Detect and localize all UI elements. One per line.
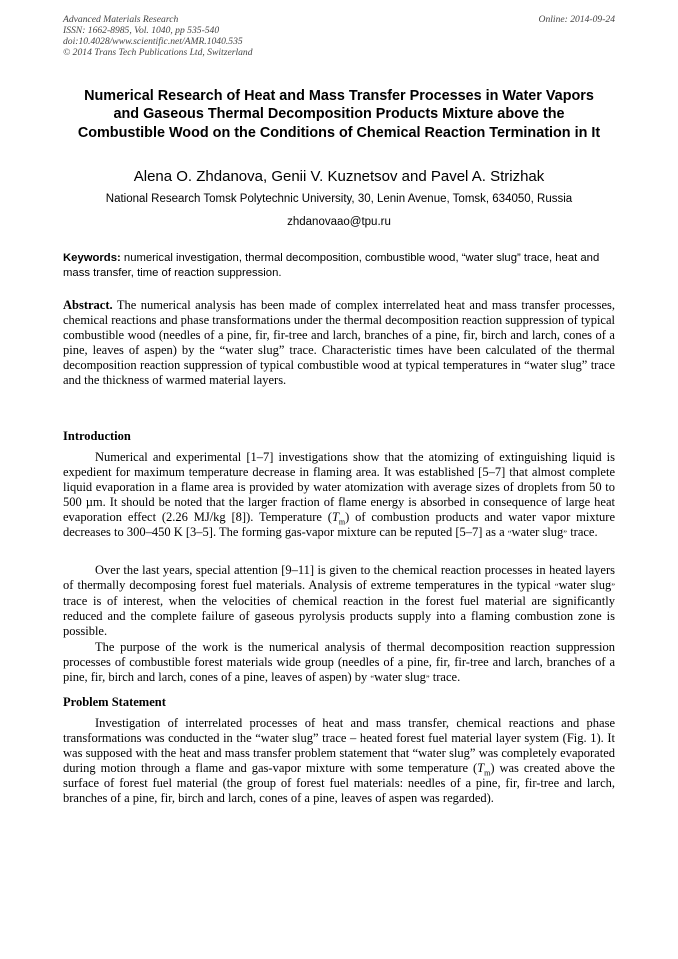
problem-paragraph-1 bbox=[63, 716, 615, 805]
problem-p1-text-b: ) was created above the surface of forest fuel material (the group of forest fuel materials: needles of a pine, fir, fir-tree and larch, branches of a pine, fir, birch and larch, cones of a pine, leaves of aspen was regarded). bbox=[63, 760, 615, 805]
intro-p2-text-a: Over the last years, special attention [9–11] is given to the chemical reaction processes in heated layers of thermally decomposing forest fuel materials. Analysis of extreme temperatures in the typical bbox=[63, 563, 615, 592]
intro-p1-water-slug: water slug bbox=[511, 524, 564, 539]
problem-p1-temp-symbol: T bbox=[477, 760, 485, 775]
intro-p2-text-b: trace is of interest, when the velocities of chemical reaction in the forest fuel material are significantly reduced and the complete failure of gaseous pyrolysis products supply into a flaming combustion zone is possible. bbox=[63, 593, 615, 638]
problem-p1-temp-subscript: m bbox=[484, 768, 491, 778]
author-email[interactable]: zhdanovaao@tpu.ru bbox=[287, 216, 391, 228]
intro-p1-text-c: trace. bbox=[567, 524, 598, 539]
intro-p3-text-a: The purpose of the work is the numerical analysis of thermal decomposition reaction suppression processes of combustible forest materials wide group (needles of a pine, fir, fir-tree and larch, branches of a pine, fir, birch and larch, cones of a pine, leaves of aspen) by bbox=[63, 640, 615, 684]
intro-p1-quote-close: ” bbox=[563, 527, 568, 538]
abstract-text: The numerical analysis has been made of complex interrelated heat and mass transfer processes, chemical reactions and phase transformations under the thermal decomposition reaction suppression of typical combustible wood (needles of a pine, fir, fir-tree and larch, branches of a pine, fir, birch and larch, cones of a pine, leaves of aspen) by the “water slug” trace. Characteristic times have been calculated of the thermal decomposition reaction suppression of typical combustible wood at typical temperatures in “water slug” trace and the thickness of warmed material layers. bbox=[63, 298, 615, 387]
intro-paragraph-1 bbox=[63, 450, 615, 540]
problem-p1-text-a: Investigation of interrelated processes of heat and mass transfer, chemical reactions and phase transformations was conducted in the “water slug” trace – heated forest fuel material layer system (Fig. 1). It was supposed with the heat and mass transfer problem statement that “water slug” was completely evaporated during motion through a flame and gas-vapor mixture with some temperature ( bbox=[63, 716, 615, 775]
journal-meta bbox=[63, 14, 253, 58]
intro-p3-water-slug: water slug bbox=[374, 669, 426, 684]
intro-p1-quote-open: “ bbox=[507, 527, 512, 538]
intro-p1-temp-subscript: m bbox=[338, 517, 346, 527]
intro-paragraph-3 bbox=[63, 640, 615, 686]
intro-p2-quote-close: ” bbox=[611, 580, 615, 591]
intro-p1-text-b: ) of combustion products and water vapor mixture decreases to 300–450 K [3–5]. The forming gas-vapor mixture can be reputed [5–7] as a bbox=[63, 509, 615, 539]
authors: Alena O. Zhdanova, Genii V. Kuznetsov and Pavel A. Strizhak bbox=[133, 168, 545, 185]
problem-statement-heading: Problem Statement bbox=[63, 695, 166, 709]
intro-p3-quote-open: “ bbox=[370, 672, 375, 683]
intro-p3-quote-close: ” bbox=[425, 672, 430, 683]
abstract bbox=[63, 298, 615, 387]
introduction-heading: Introduction bbox=[63, 429, 131, 443]
online-date: Online: 2014-09-24 bbox=[538, 14, 615, 25]
affiliation: National Research Tomsk Polytechnic University, 30, Lenin Avenue, Tomsk, 634050, Russia bbox=[105, 193, 573, 205]
keywords-text: numerical investigation, thermal decomposition, combustible wood, “water slug” trace, heat and mass transfer, time of reaction suppression. bbox=[63, 252, 600, 279]
intro-paragraph-2 bbox=[63, 563, 615, 639]
intro-p2-water-slug: water slug bbox=[558, 577, 612, 592]
keywords bbox=[63, 251, 615, 280]
abstract-label: Abstract. bbox=[63, 298, 113, 312]
intro-p1-temp-symbol: T bbox=[331, 509, 339, 524]
copyright-line: © 2014 Trans Tech Publications Ltd, Switzerland bbox=[63, 47, 253, 58]
doi-line: doi:10.4028/www.scientific.net/AMR.1040.535 bbox=[63, 36, 243, 47]
intro-p3-text-b: trace. bbox=[429, 669, 461, 684]
journal-name: Advanced Materials Research bbox=[63, 14, 179, 25]
paper-title: Numerical Research of Heat and Mass Transfer Processes in Water Vapors and Gaseous Thermal Decomposition Products Mixture above the Combustible Wood on the Conditions of Chemical Reaction Termination in It bbox=[77, 88, 601, 141]
keywords-label: Keywords: bbox=[63, 252, 121, 264]
issn-line: ISSN: 1662-8985, Vol. 1040, pp 535-540 bbox=[63, 25, 220, 36]
intro-p1-text-a: Numerical and experimental [1–7] investigations show that the atomizing of extinguishing liquid is expedient for maximum temperature decrease in flaming area. It was established [5–7] that almost complete liquid evaporation in a flame area is provided by water atomization with average sizes of droplets from 50 to 500 µm. It should be noted that the larger fraction of flame energy is absorbed in consequence of large heat evaporation effect (2.26 MJ/kg [8]). Temperature ( bbox=[63, 450, 615, 524]
intro-p2-quote-open: “ bbox=[554, 580, 559, 591]
